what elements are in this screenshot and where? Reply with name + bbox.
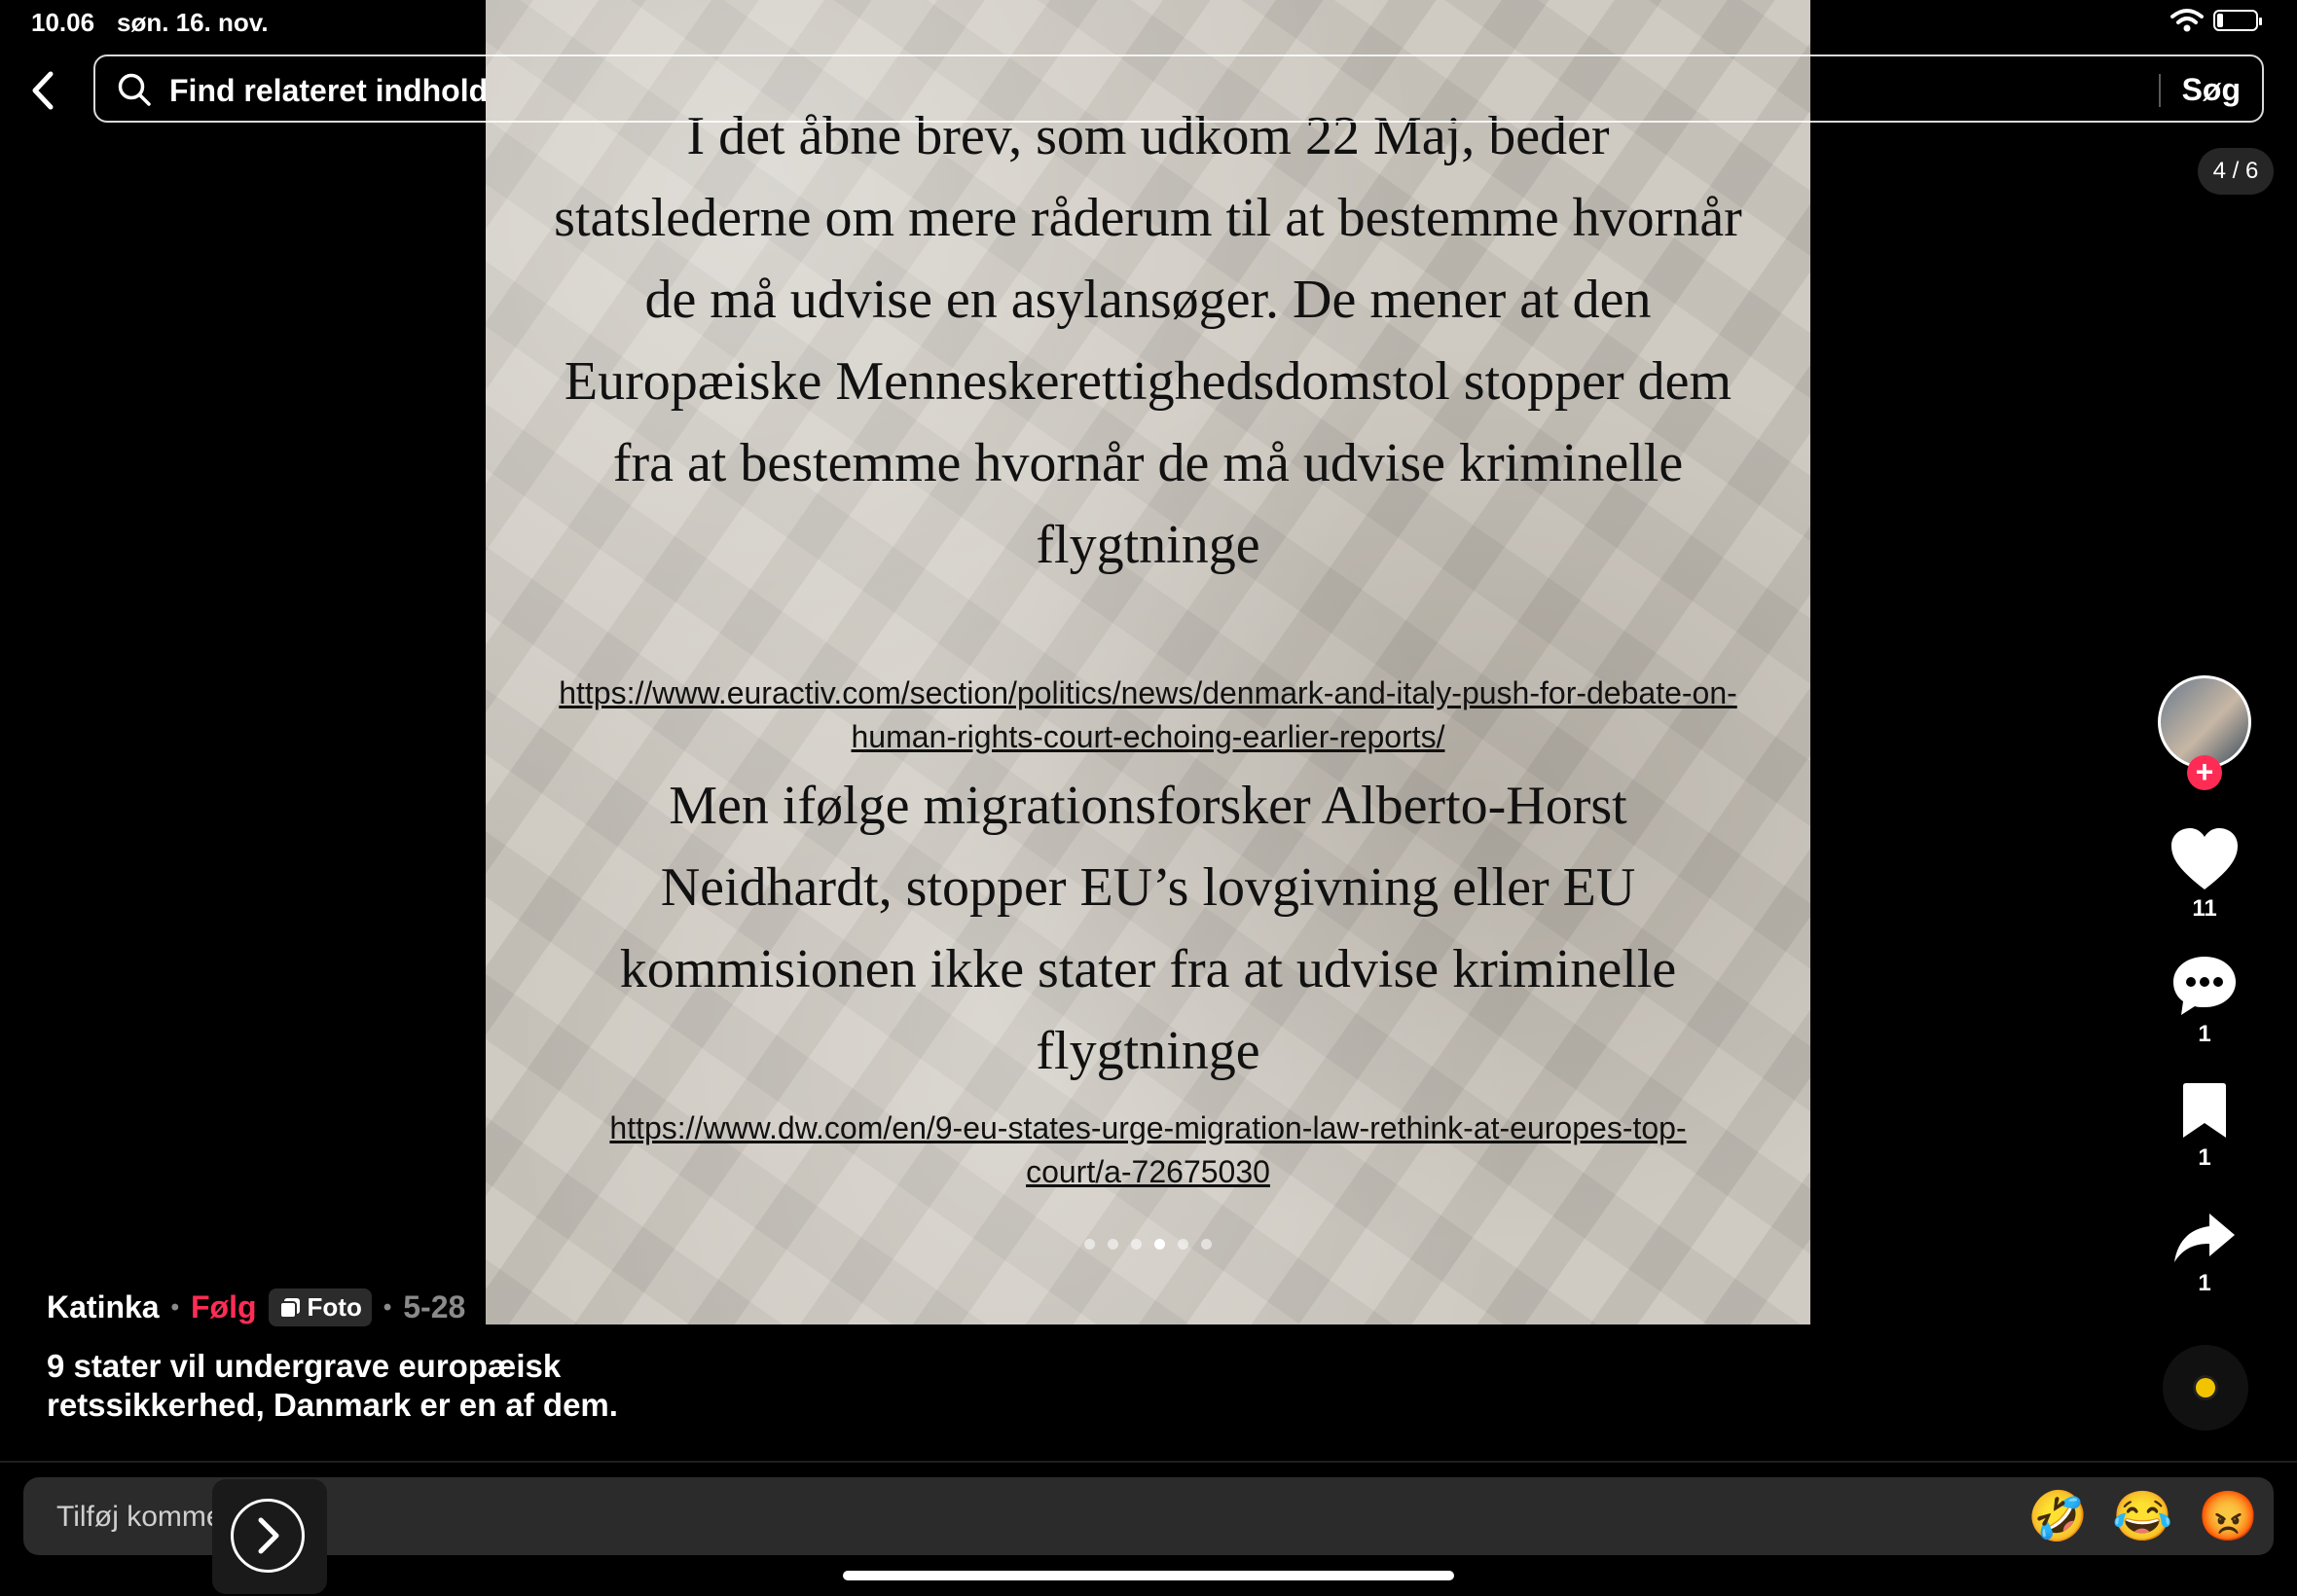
divider bbox=[0, 1461, 2297, 1463]
author-row bbox=[47, 1288, 465, 1326]
slide-indicator[interactable] bbox=[486, 1239, 1810, 1250]
comment-count: 1 bbox=[2198, 1021, 2211, 1047]
follow-button[interactable]: Følg bbox=[191, 1289, 257, 1324]
save-count: 1 bbox=[2198, 1144, 2211, 1171]
music-disc-icon[interactable] bbox=[2163, 1345, 2248, 1431]
separator-dot: • bbox=[170, 1293, 179, 1321]
author-avatar-container[interactable] bbox=[2158, 675, 2251, 789]
battery-icon bbox=[2213, 10, 2258, 31]
separator-dot: • bbox=[383, 1293, 392, 1321]
like-count: 11 bbox=[2192, 895, 2217, 922]
post-photo[interactable] bbox=[486, 0, 1810, 1324]
slide-dot[interactable] bbox=[1131, 1239, 1142, 1250]
emoji-angry-icon[interactable]: 😡 bbox=[2198, 1489, 2259, 1543]
photo-badge bbox=[269, 1288, 372, 1326]
follow-plus-icon[interactable]: + bbox=[2187, 755, 2222, 790]
post-link-1[interactable]: https://www.euractiv.com/section/politics/news/denmark-and-italy-push-for-debate-on-human-rights-court-echoing-earlier-reports/ bbox=[559, 675, 1737, 754]
post-date: 5-28 bbox=[403, 1289, 466, 1324]
heart-icon bbox=[2169, 827, 2240, 891]
slide-dot[interactable] bbox=[1201, 1239, 1212, 1250]
share-button[interactable] bbox=[2166, 1212, 2243, 1297]
post-caption[interactable]: 9 stater vil undergrave europæisk retssikkerhed, Danmark er en af dem. bbox=[47, 1348, 618, 1423]
photo-badge-label: Foto bbox=[307, 1292, 362, 1322]
wifi-icon bbox=[2170, 8, 2204, 33]
slide-dot[interactable] bbox=[1084, 1239, 1095, 1250]
like-button[interactable] bbox=[2166, 827, 2243, 923]
post-paragraph-1: I det åbne brev, som udkom 22 Maj, beder statslederne om mere råderum til at bestemme hvornår de må udvise en asylansøger. De mener at den Europæiske Menneskerettighedsdomstol stopper dem fra at bestemme hvornår de må udvise kriminelle flygtninge bbox=[554, 106, 1742, 575]
photo-stack-icon bbox=[278, 1296, 302, 1320]
chevron-right-icon bbox=[231, 1499, 305, 1573]
status-date: søn. 16. nov. bbox=[117, 8, 269, 37]
comment-button[interactable] bbox=[2166, 955, 2243, 1048]
status-indicators bbox=[2170, 8, 2258, 33]
slide-counter: 4 / 6 bbox=[2198, 148, 2274, 195]
slide-dot-active[interactable] bbox=[1154, 1239, 1165, 1250]
next-slide-button[interactable] bbox=[212, 1479, 327, 1594]
post-link-2[interactable]: https://www.dw.com/en/9-eu-states-urge-migration-law-rethink-at-europes-top-court/a-72675030 bbox=[609, 1110, 1687, 1189]
save-button[interactable] bbox=[2166, 1082, 2243, 1172]
slide-dot[interactable] bbox=[1108, 1239, 1118, 1250]
home-indicator[interactable] bbox=[843, 1571, 1454, 1580]
comment-icon bbox=[2171, 955, 2238, 1017]
bookmark-icon bbox=[2179, 1082, 2230, 1141]
back-icon[interactable] bbox=[23, 66, 64, 115]
status-time: 10.06 bbox=[31, 8, 95, 37]
emoji-rofl-icon[interactable]: 🤣 bbox=[2027, 1489, 2089, 1543]
share-icon bbox=[2172, 1212, 2237, 1266]
search-divider bbox=[2159, 74, 2161, 107]
emoji-laughing-icon[interactable]: 😂 bbox=[2112, 1489, 2173, 1543]
search-bar[interactable] bbox=[93, 54, 2264, 123]
comment-bar[interactable] bbox=[23, 1477, 2274, 1555]
search-icon bbox=[117, 72, 152, 107]
post-paragraph-2: Men ifølge migrationsforsker Alberto-Horst Neidhardt, stopper EU’s lovgivning eller EU kommisionen ikke stater fra at udvise kriminelle flygtninge bbox=[619, 776, 1677, 1081]
search-input[interactable] bbox=[167, 70, 2021, 111]
share-count: 1 bbox=[2198, 1270, 2211, 1296]
author-name[interactable]: Katinka bbox=[47, 1289, 160, 1324]
slide-dot[interactable] bbox=[1178, 1239, 1188, 1250]
search-button[interactable]: Søg bbox=[2181, 72, 2241, 107]
